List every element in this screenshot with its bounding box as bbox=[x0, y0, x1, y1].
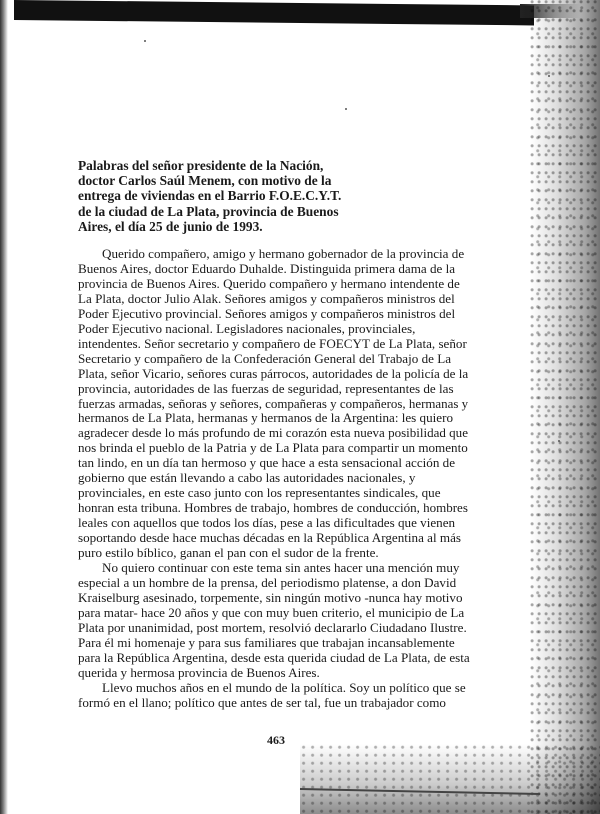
body-line: provincia de Buenos Aires. Querido compañero y hermano intendente de bbox=[78, 275, 460, 291]
body-line: para matar- hace 20 años y que con muy buen criterio, el municipio de La bbox=[78, 604, 465, 620]
body-line: Para él mi homenaje y para sus familiares que trabajan incansablemente bbox=[78, 634, 455, 650]
page-number: 463 bbox=[267, 733, 285, 747]
scan-top-edge bbox=[14, 0, 534, 25]
scan-right-shadow bbox=[530, 0, 600, 814]
body-line: agradecer desde lo más profundo de mi corazón esta nueva posibilidad que bbox=[78, 425, 468, 441]
body-line: No quiero continuar con este tema sin antes hacer una mención muy bbox=[102, 560, 460, 576]
title-line: de la ciudad de La Plata, provincia de Buenos bbox=[78, 203, 339, 219]
body-line: Plata, señor Vicario, señores curas párrocos, autoridades de la policía de la bbox=[78, 365, 469, 381]
body-line: Querido compañero, amigo y hermano gobernador de la provincia de bbox=[102, 246, 465, 261]
speech-body bbox=[78, 247, 470, 711]
body-line: puro estilo bíblico, ganan el pan con el sudor de la frente. bbox=[78, 545, 379, 561]
body-line: hermanos de La Plata, hermanas y hermanos de la Argentina: les quiero bbox=[78, 410, 453, 426]
body-line: Kraiselburg asesinado, torpemente, sin ningún motivo -nunca hay motivo bbox=[78, 589, 463, 605]
body-line: Poder Ejecutivo provincial. Señores amigos y compañeros ministros del bbox=[78, 305, 456, 321]
body-line: Llevo muchos años en el mundo de la política. Soy un político que se bbox=[102, 679, 466, 695]
scan-speck bbox=[548, 75, 550, 77]
title-line: entrega de viviendas en el Barrio F.O.E.C.Y.T. bbox=[78, 188, 342, 204]
body-line: La Plata, doctor Julio Alak. Señores amigos y compañeros ministros del bbox=[78, 290, 455, 306]
body-line: formó en el llano; político que antes de ser tal, fue un trabajador como bbox=[78, 694, 446, 710]
scan-bottom-shadow bbox=[300, 744, 600, 814]
body-line: fuerzas armadas, señoras y señores, compañeras y compañeros, hermanas y bbox=[78, 395, 469, 411]
body-line: leales con aquellos que todos los días, pese a las dificultades que vienen bbox=[78, 515, 456, 531]
body-line: provinciales, en este caso junto con los representantes sindicales, que bbox=[78, 485, 441, 501]
title-line: Aires, el día 25 de junio de 1993. bbox=[78, 218, 263, 234]
body-line: tan lindo, en un día tan hermoso y que hace a esta sensacional acción de bbox=[78, 455, 456, 471]
body-line: Plata por unanimidad, post mortem, resolvió declararlo Ciudadano Ilustre. bbox=[78, 619, 467, 635]
scan-speck bbox=[144, 40, 146, 42]
body-line: soportando desde hace muchas décadas en la República Argentina al más bbox=[78, 530, 461, 546]
body-line: provincia, autoridades de las fuerzas de seguridad, representantes de las bbox=[78, 380, 454, 396]
body-line: querida y hermosa provincia de Buenos Aires. bbox=[78, 664, 320, 680]
scan-speck bbox=[558, 440, 560, 442]
title-line: doctor Carlos Saúl Menem, con motivo de la bbox=[78, 173, 332, 189]
scan-speck bbox=[345, 108, 347, 110]
speech-title bbox=[78, 158, 378, 234]
body-line: especial a un hombre de la prensa, del periodismo platense, a don David bbox=[78, 574, 457, 590]
scan-left-edge bbox=[0, 0, 8, 814]
title-line: Palabras del señor presidente de la Nación, bbox=[78, 158, 324, 173]
body-line: nos brinda el pueblo de la Patria y de La Plata para compartir un momento bbox=[78, 440, 468, 456]
body-line: Poder Ejecutivo nacional. Legisladores nacionales, provinciales, bbox=[78, 320, 416, 336]
body-line: para la República Argentina, desde esta querida ciudad de La Plata, de esta bbox=[78, 649, 470, 665]
body-line: Secretario y compañero de la Confederación General del Trabajo de La bbox=[78, 350, 452, 366]
body-line: intendentes. Señor secretario y compañero de FOECYT de La Plata, señor bbox=[78, 335, 467, 351]
body-line: gobierno que están llevando a cabo las autoridades nacionales, y bbox=[78, 470, 416, 486]
body-line: honran esta tribuna. Hombres de trabajo, hombres de conducción, hombres bbox=[78, 500, 468, 516]
body-line: Buenos Aires, doctor Eduardo Duhalde. Distinguida primera dama de la bbox=[78, 260, 456, 276]
